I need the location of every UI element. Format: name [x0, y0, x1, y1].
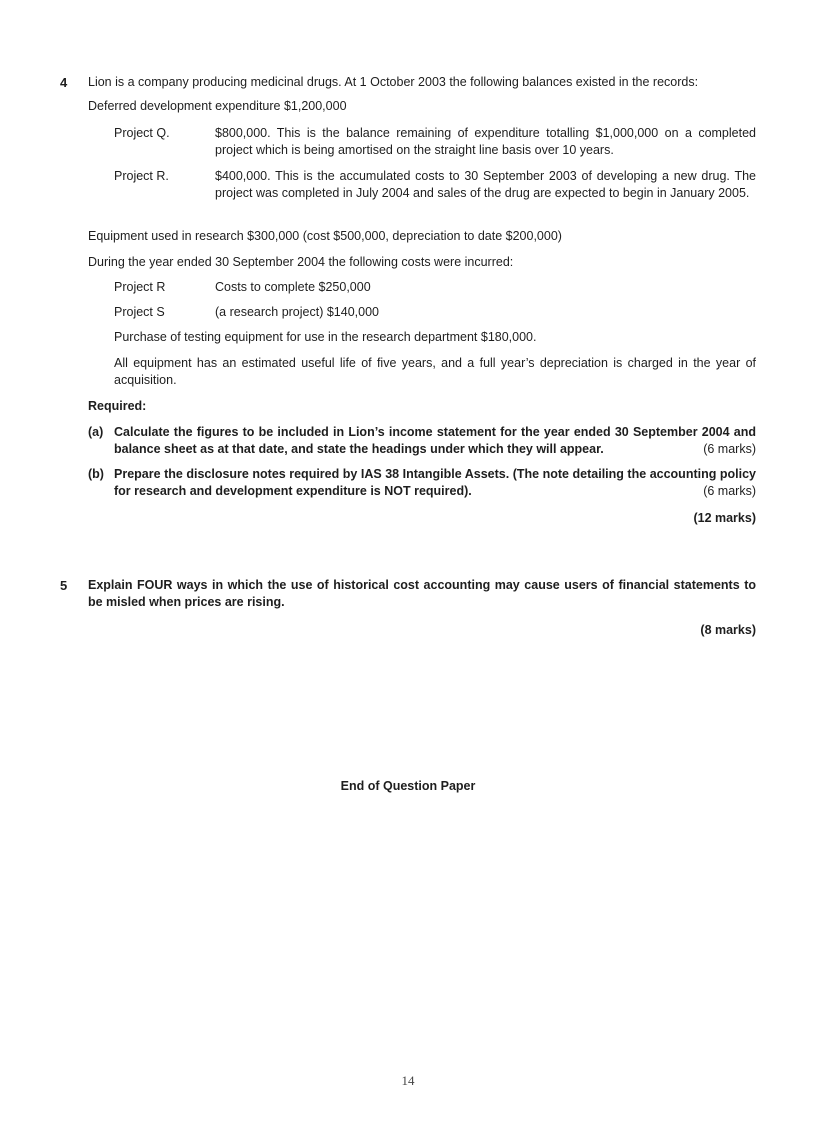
project-q-label: Project Q.: [114, 126, 170, 140]
part-b-body: Prepare the disclosure notes required by IAS 38 Intangible Assets. (The note detailing the accounting policy for research and development expenditure is NOT required).: [114, 467, 756, 498]
useful-life-line: All equipment has an estimated useful life of five years, and a full year’s depreciation is charged in the year of acquisition.: [114, 356, 756, 387]
cost-project-s-label: Project S: [114, 305, 165, 319]
purchase-line: Purchase of testing equipment for use in the research department $180,000.: [114, 330, 537, 344]
question-5-text: Explain FOUR ways in which the use of historical cost accounting may cause users of financial statements to be misled when prices are rising.: [88, 578, 756, 609]
part-a-marks: (6 marks): [676, 441, 756, 458]
part-b-label: (b): [88, 467, 104, 481]
end-of-paper: End of Question Paper: [340, 779, 476, 793]
part-b-text: [114, 466, 756, 500]
question-4-intro: Lion is a company producing medicinal drugs. At 1 October 2003 the following balances existed in the records:: [88, 75, 699, 89]
page-number: 14: [401, 1073, 415, 1088]
project-r-text: $400,000. This is the accumulated costs to 30 September 2003 of developing a new drug. The project was completed in July 2004 and sales of the drug are expected to begin in January 2005.: [215, 169, 756, 200]
part-a-text: [114, 424, 756, 458]
part-a-label: (a): [88, 425, 104, 439]
project-r-label: Project R.: [114, 169, 169, 183]
deferred-development: Deferred development expenditure $1,200,000: [88, 99, 347, 113]
question-4-number: 4: [60, 75, 68, 90]
cost-project-r-label: Project R: [114, 280, 166, 294]
question-4-total-marks: (12 marks): [693, 511, 756, 525]
question-5-total-marks: (8 marks): [700, 623, 756, 637]
part-b-marks: (6 marks): [676, 483, 756, 500]
cost-project-s-text: (a research project) $140,000: [215, 305, 379, 319]
part-a-body: Calculate the figures to be included in Lion’s income statement for the year ended 30 September 2004 and balance sheet as at that date, and state the headings under which they will appear.: [114, 425, 756, 456]
cost-project-r-text: Costs to complete $250,000: [215, 280, 371, 294]
required-heading: Required:: [88, 399, 147, 413]
question-5-number: 5: [60, 578, 68, 593]
project-q-text: $800,000. This is the balance remaining of expenditure totalling $1,000,000 on a completed project which is being amortised on the straight line basis over 10 years.: [215, 126, 756, 157]
costs-intro: During the year ended 30 September 2004 the following costs were incurred:: [88, 255, 514, 269]
equipment-line: Equipment used in research $300,000 (cost $500,000, depreciation to date $200,000): [88, 229, 562, 243]
